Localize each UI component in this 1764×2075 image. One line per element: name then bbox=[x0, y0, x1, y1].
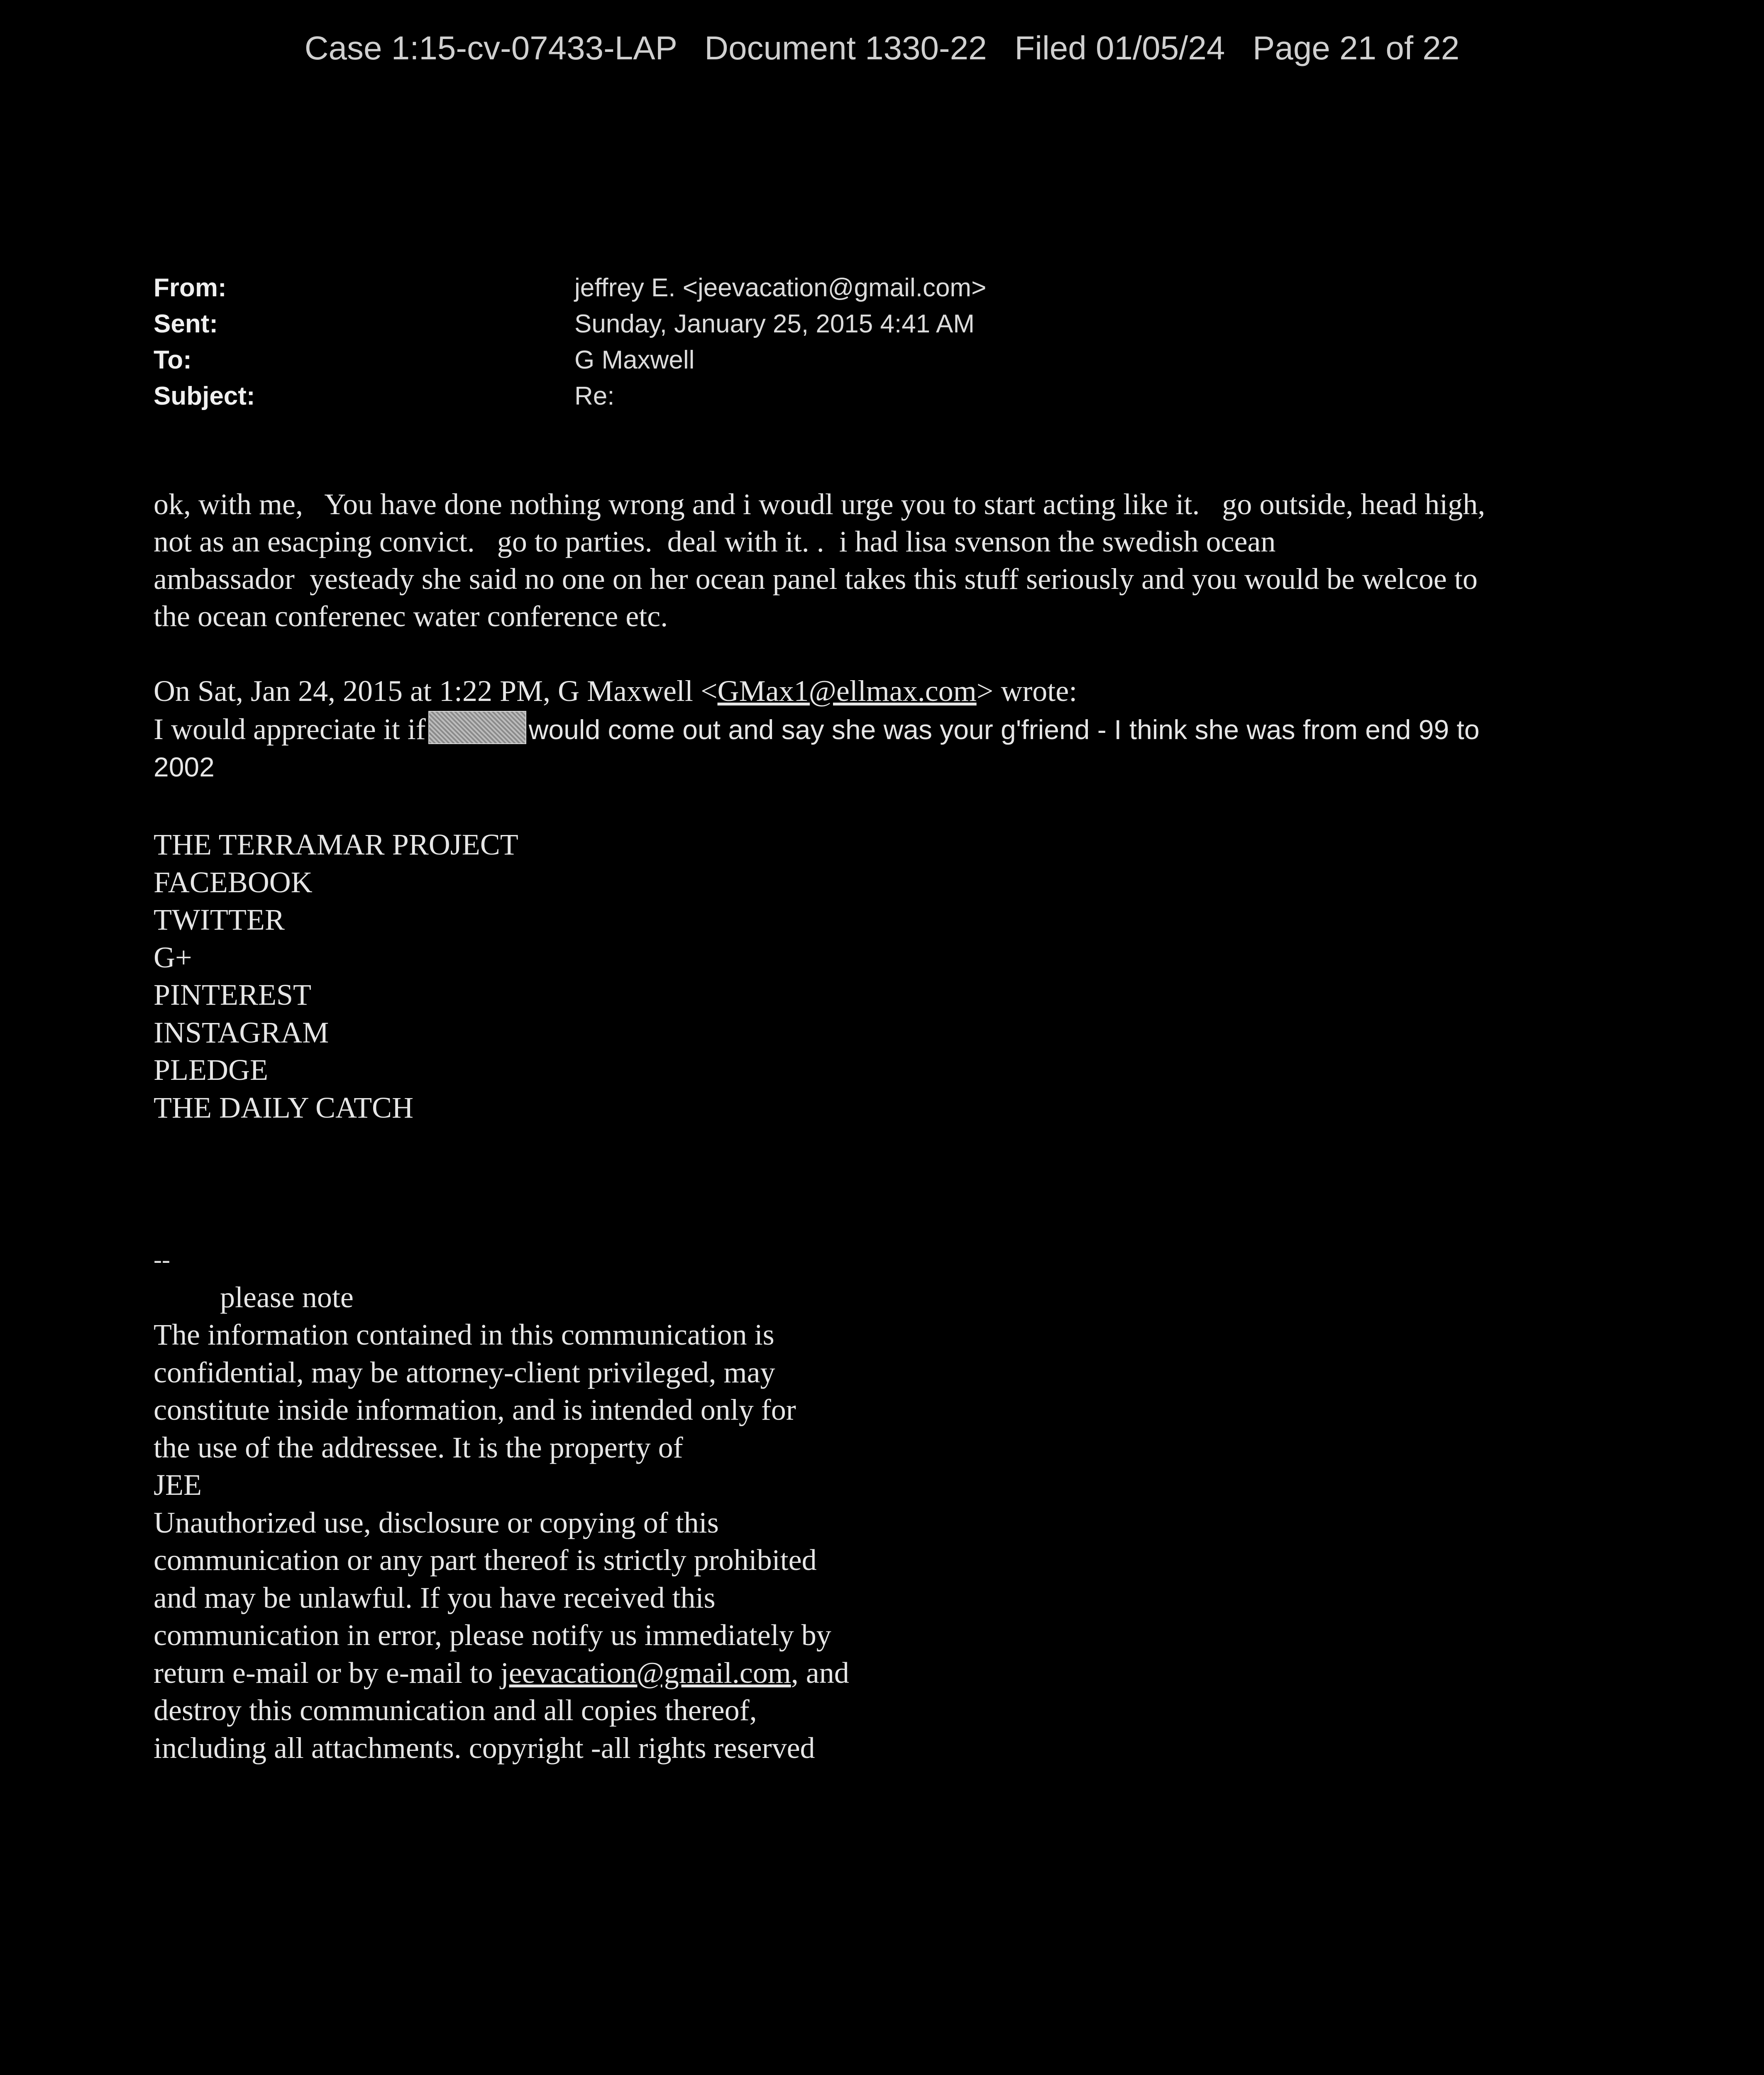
to-value: G Maxwell bbox=[574, 346, 695, 374]
disclaimer-line: communication in error, please notify us immediately by bbox=[154, 1618, 831, 1652]
subject-label: Subject: bbox=[154, 382, 255, 410]
quoted-message bbox=[154, 710, 1631, 786]
quote-sender-email-link[interactable]: GMax1@ellmax.com bbox=[717, 674, 977, 708]
please-note: please note bbox=[220, 1280, 354, 1314]
body-line: ok, with me, You have done nothing wrong and i woudl urge you to start acting like it. go outside, head high, bbox=[154, 488, 1485, 521]
sent-label: Sent: bbox=[154, 310, 218, 338]
footer-link-twitter[interactable]: TWITTER bbox=[154, 903, 285, 936]
return-prefix: return e-mail or by e-mail to bbox=[154, 1656, 501, 1689]
body-line: ambassador yesteady she said no one on her ocean panel takes this stuff seriously and you would be welcoe to bbox=[154, 562, 1478, 596]
disclaimer-line: destroy this communication and all copies thereof, bbox=[154, 1694, 757, 1727]
disclaimer-line: including all attachments. copyright -all rights reserved bbox=[154, 1731, 815, 1765]
body-line: not as an esacping convict. go to parties. deal with it. . i had lisa svenson the swedish ocean bbox=[154, 525, 1276, 558]
disclaimer-line: constitute inside information, and is intended only for bbox=[154, 1393, 796, 1426]
footer-link-terramar[interactable]: THE TERRAMAR PROJECT bbox=[154, 828, 518, 861]
disclaimer-line: and may be unlawful. If you have received this bbox=[154, 1581, 716, 1614]
case-header: Case 1:15-cv-07433-LAP Document 1330-22 Filed 01/05/24 Page 21 of 22 bbox=[304, 29, 1460, 66]
body-line: the ocean conferenec water conference etc. bbox=[154, 600, 668, 633]
disclaimer-line: the use of the addressee. It is the property of bbox=[154, 1431, 683, 1464]
sent-value: Sunday, January 25, 2015 4:41 AM bbox=[574, 310, 975, 338]
quote-intro-prefix: On Sat, Jan 24, 2015 at 1:22 PM, G Maxwell < bbox=[154, 674, 718, 708]
footer-link-facebook[interactable]: FACEBOOK bbox=[154, 865, 313, 899]
footer-link-pinterest[interactable]: PINTEREST bbox=[154, 978, 312, 1011]
subject-value: Re: bbox=[574, 382, 615, 410]
quoted-line-suffix: would come out and say she was your g'friend - I think she was from end 99 to bbox=[528, 714, 1480, 745]
disclaimer-line: The information contained in this communication is bbox=[154, 1318, 774, 1351]
quote-intro bbox=[154, 672, 1631, 710]
from-row bbox=[154, 270, 1606, 306]
return-suffix: , and bbox=[791, 1656, 849, 1689]
from-value: jeffrey E. <jeevacation@gmail.com> bbox=[574, 273, 987, 302]
footer-links bbox=[154, 826, 518, 1126]
email-header bbox=[154, 270, 1606, 414]
redaction-box bbox=[428, 711, 526, 744]
quoted-line-prefix: I would appreciate it if bbox=[154, 713, 426, 746]
return-email-link[interactable]: jeevacation@gmail.com bbox=[500, 1656, 791, 1689]
to-label: To: bbox=[154, 346, 192, 374]
subject-row bbox=[154, 378, 1606, 414]
footer-link-instagram[interactable]: INSTAGRAM bbox=[154, 1016, 329, 1049]
disclaimer-line: communication or any part thereof is strictly prohibited bbox=[154, 1543, 817, 1577]
from-label: From: bbox=[154, 273, 227, 302]
disclaimer-line: confidential, may be attorney-client privileged, may bbox=[154, 1355, 775, 1389]
email-body bbox=[154, 486, 1631, 635]
disclaimer-line: Unauthorized use, disclosure or copying of this bbox=[154, 1506, 719, 1539]
disclaimer-return-line bbox=[154, 1654, 1150, 1692]
quote-intro-suffix: > wrote: bbox=[976, 674, 1077, 708]
sent-row bbox=[154, 306, 1606, 342]
footer-link-daily-catch[interactable]: THE DAILY CATCH bbox=[154, 1091, 414, 1124]
to-row bbox=[154, 342, 1606, 378]
footer-link-pledge[interactable]: PLEDGE bbox=[154, 1053, 268, 1086]
disclaimer-line: JEE bbox=[154, 1468, 202, 1501]
signature-dash: -- bbox=[154, 1246, 170, 1273]
footer-link-gplus[interactable]: G+ bbox=[154, 940, 192, 974]
signature-block bbox=[154, 1241, 1150, 1767]
quoted-line-2: 2002 bbox=[154, 752, 215, 782]
